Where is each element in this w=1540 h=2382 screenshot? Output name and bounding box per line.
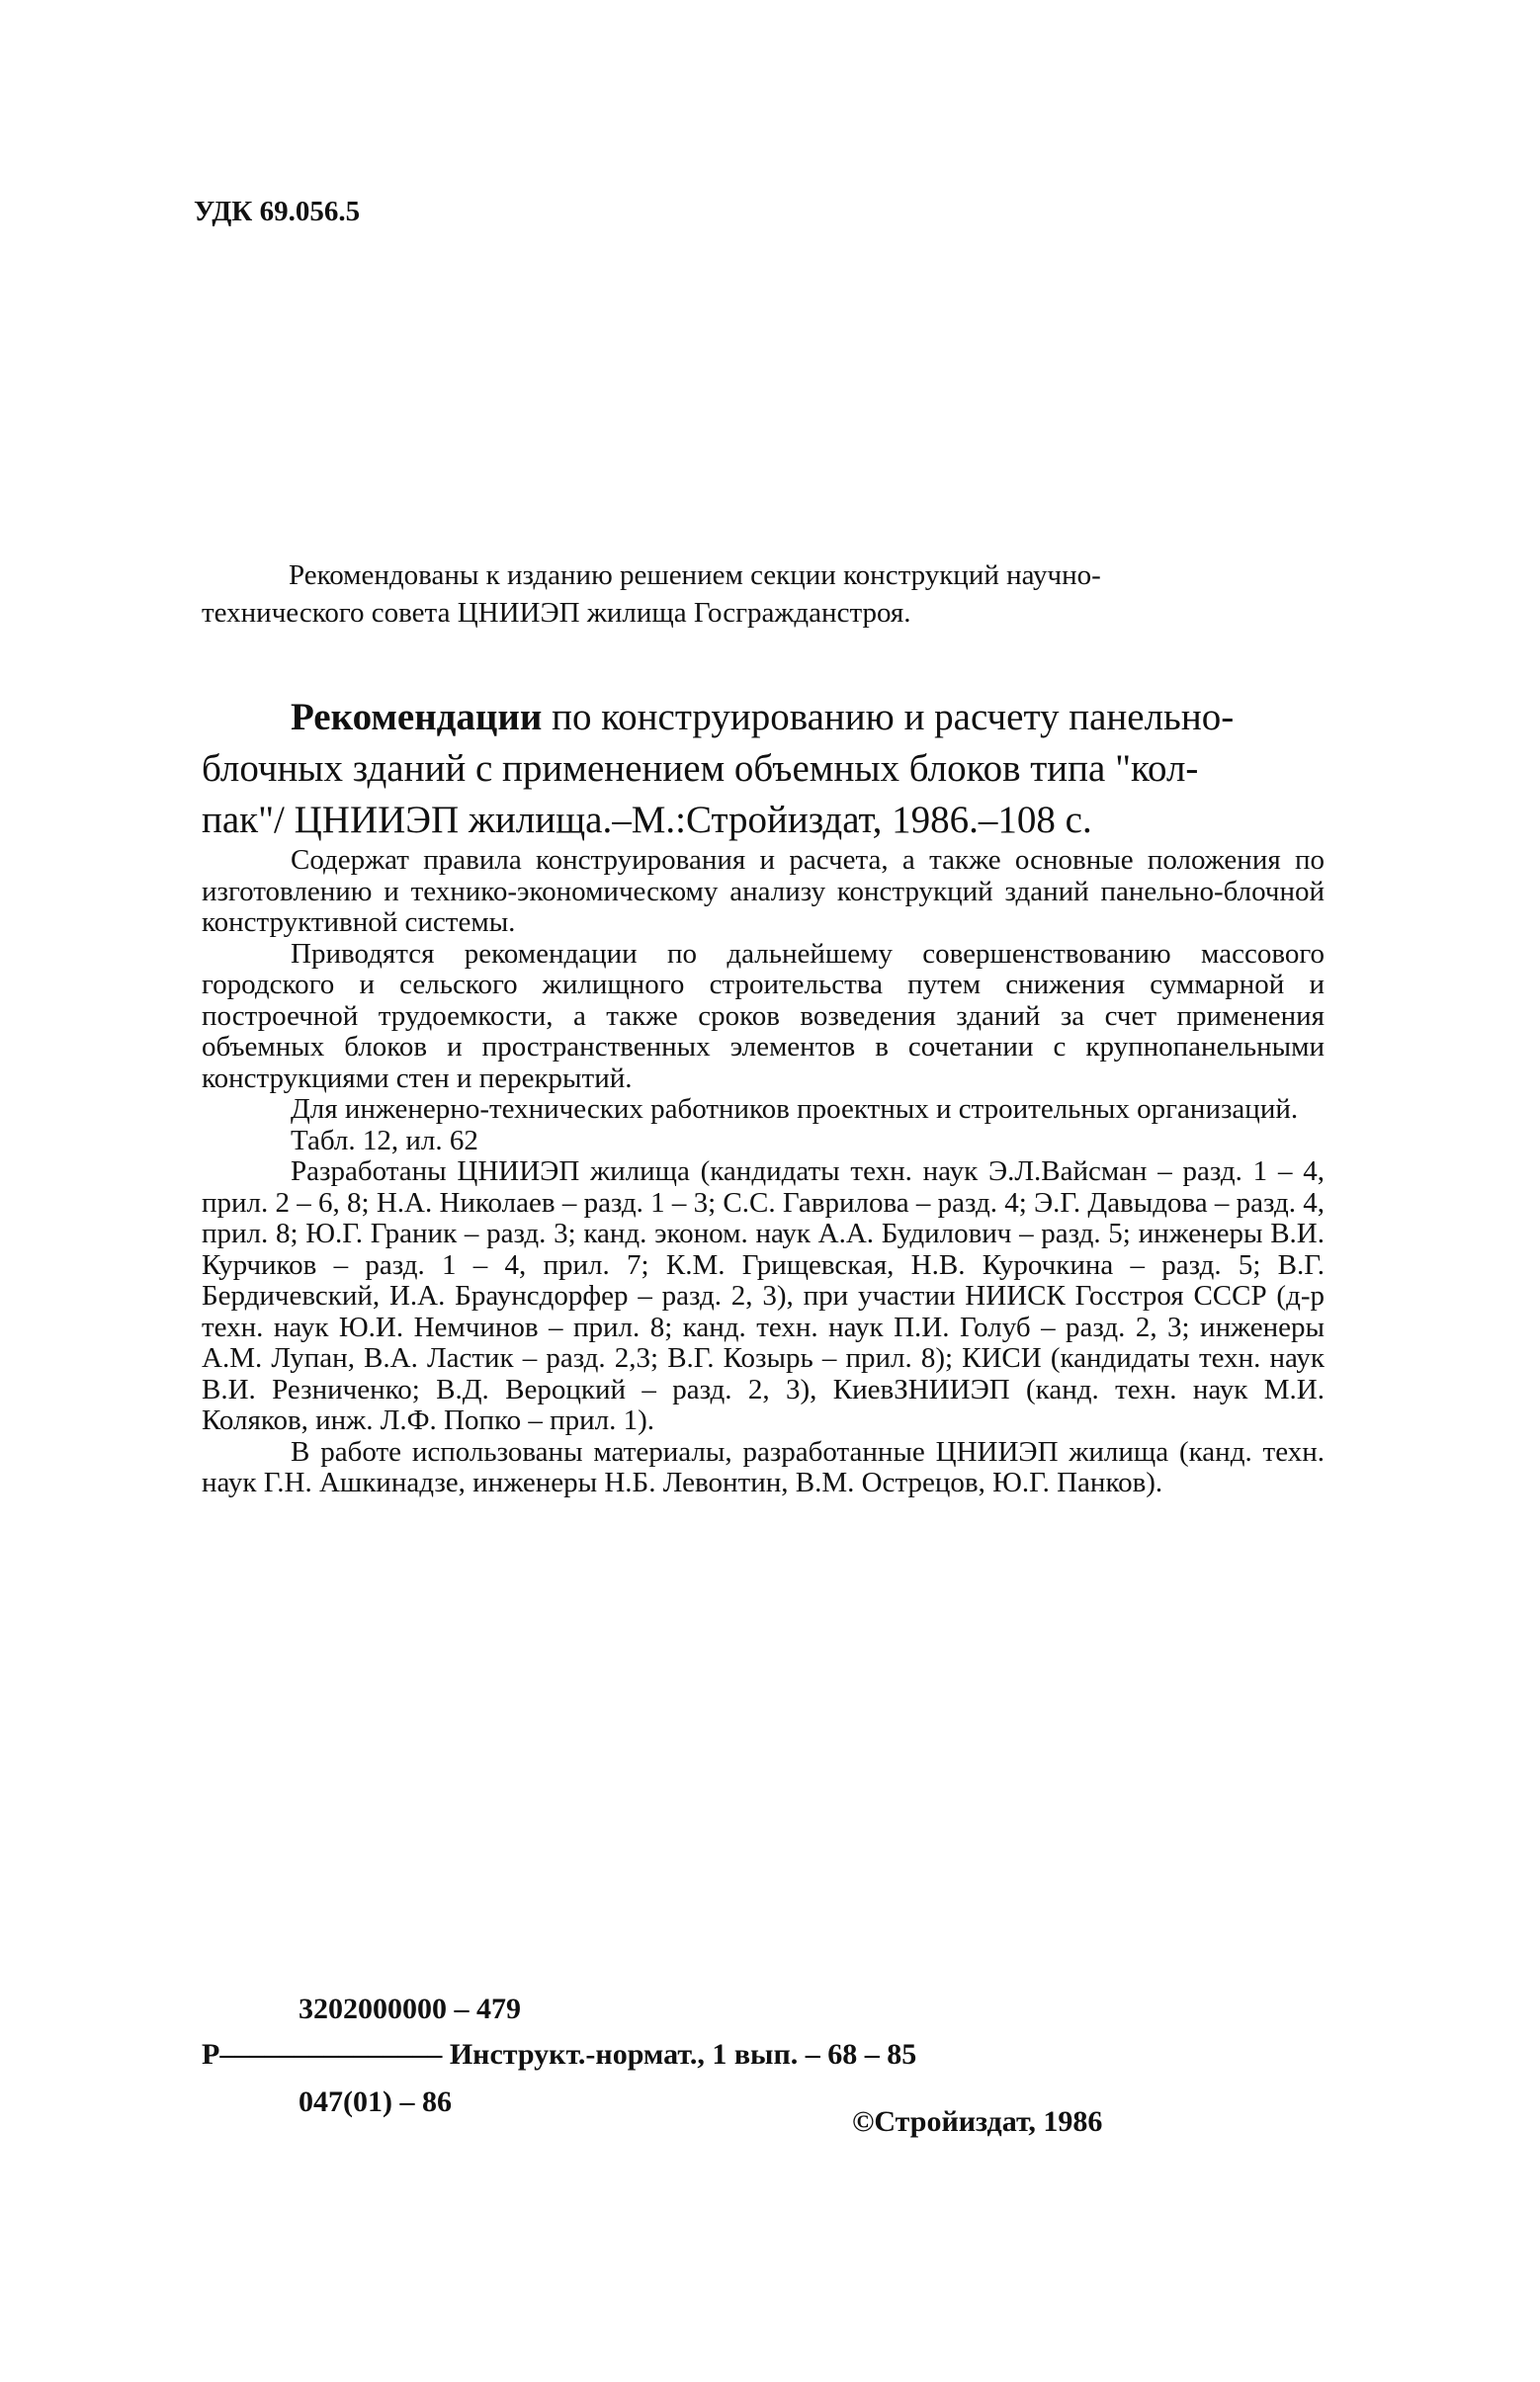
copyright-notice: ©Стройиздат, 1986 bbox=[852, 2105, 1103, 2138]
approval-line-2: технического совета ЦНИИЭП жилища Госгражданстроя. bbox=[202, 597, 911, 629]
annotation-paragraph-authors: Разработаны ЦНИИЭП жилища (кандидаты техн. наук Э.Л.Вайсман – разд. 1 – 4, прил. 2 – 6, 8; Н.А. Николаев – разд. 1 – 3; С.С. Гаврилова – разд. 4; Э.Г. Давыдова – разд. 4, прил. 8; Ю.Г. Граник – разд. 3; канд. эконом. наук А.А. Будилович – разд. 5; инженеры В.И. Курчиков – разд. 1 – 4, прил. 7; К.М. Грищевская, Н.В. Курочкина – разд. 5; В.Г. Бердичевский, И.А. Браунсдорфер – разд. 2, 3), при участии НИИСК Госстроя СССР (д-р техн. наук Ю.И. Немчинов – прил. 8; канд. техн. наук П.И. Голуб – разд. 2, 3; инженеры А.М. Лупан, В.А. Ластик – разд. 2,3; В.Г. Козырь – прил. 8); КИСИ (кандидаты техн. наук В.И. Резниченко; В.Д. Вероцкий – разд. 2, 3), КиевЗНИИЭП (канд. техн. наук М.И. Коляков, инж. Л.Ф. Попко – прил. 1). bbox=[202, 1155, 1325, 1436]
annotation-paragraph-audience: Для инженерно-технических работников проектных и строительных организаций. bbox=[291, 1093, 1299, 1125]
biblio-title-lead: Рекомендации bbox=[291, 696, 543, 738]
bibliographic-description bbox=[202, 692, 1326, 846]
approval-line-1: Рекомендованы к изданию решением секции конструкций научно- bbox=[289, 559, 1101, 591]
biblio-line-3: пак"/ ЦНИИЭП жилища.–М.:Стройиздат, 1986.–108 с. bbox=[202, 799, 1092, 841]
biblio-line-2: блочных зданий с применением объемных блоков типа "кол- bbox=[202, 747, 1199, 790]
annotation-paragraph-contents: Содержат правила конструирования и расчета, а также основные положения по изготовлению и технико-экономическому анализу конструкций зданий панельно-блочной конструктивной системы. bbox=[202, 844, 1325, 938]
annotation bbox=[202, 845, 1325, 1499]
annotation-paragraph-materials: В работе использованы материалы, разработанные ЦНИИЭП жилища (канд. техн. наук Г.Н. Ашкинадзе, инженеры Н.Б. Левонтин, В.М. Острецов, Ю.Г. Панков). bbox=[202, 1435, 1325, 1498]
catalog-index-line-1: 3202000000 – 479 bbox=[299, 1993, 521, 2025]
annotation-paragraph-tables: Табл. 12, ил. 62 bbox=[291, 1124, 478, 1156]
udk-code: УДК 69.056.5 bbox=[194, 196, 361, 227]
approval-note bbox=[202, 556, 1336, 632]
catalog-index-line-2: Р––––––––––––––– Инструкт.-нормат., 1 вып. – 68 – 85 bbox=[202, 2038, 917, 2071]
biblio-line-1 bbox=[202, 692, 1326, 743]
biblio-title-rest: по конструированию и расчету панельно- bbox=[542, 696, 1235, 738]
annotation-paragraph-recommendations: Приводятся рекомендации по дальнейшему совершенствованию массового городского и сельского жилищного строительства путем снижения суммарной и построечной трудоемкости, а также сроков возведения зданий за счет применения объемных блоков и пространственных элементов в сочетании с крупнопанельными конструкциями стен и перекрытий. bbox=[202, 937, 1325, 1094]
catalog-index-line-3: 047(01) – 86 bbox=[299, 2085, 452, 2118]
